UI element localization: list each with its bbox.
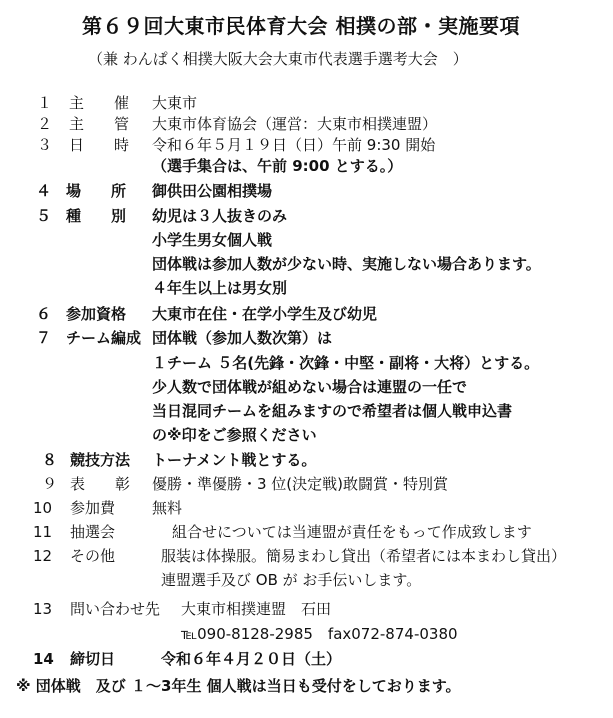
item-label-contact: 問い合わせ先	[70, 600, 161, 618]
item-value-venue: 御供田公園相撲場	[152, 182, 273, 200]
item-label-venue: 場 所	[66, 182, 127, 200]
item-number: 12	[33, 547, 53, 565]
item-value-other: 服装は体操服。簡易まわし貸出（希望者には本まわし貸出）	[161, 547, 567, 565]
item-value-assembly: （選手集合は、午前 9:00 とする。）	[152, 157, 403, 175]
item-number: １	[37, 94, 53, 112]
item-value-category: 団体戦は参加人数が少ない時、実施しない場合あります。	[152, 255, 541, 273]
item-label-eligibility: 参加資格	[66, 305, 127, 323]
item-value-organizer: 大東市	[152, 94, 198, 112]
item-value-contact-phone: ℡090-8128-2985 fax072-874-0380	[181, 625, 458, 643]
item-number: ５	[36, 207, 52, 225]
item-number: ９	[42, 475, 58, 493]
item-number: ２	[37, 115, 53, 133]
item-value-team: 少人数で団体戦が組めない場合は連盟の一任で	[152, 378, 468, 396]
item-number: 11	[33, 523, 53, 541]
item-label-deadline: 締切日	[70, 650, 116, 668]
item-value-format: トーナメント戦とする。	[152, 451, 317, 469]
item-number: ４	[36, 182, 52, 200]
item-value-category: 幼児は３人抜きのみ	[152, 207, 288, 225]
item-value-fee: 無料	[152, 499, 183, 517]
item-label-other: その他	[70, 547, 116, 565]
item-label-team: チーム編成	[66, 329, 142, 347]
item-value-deadline: 令和６年４月２０日（土）	[161, 650, 342, 668]
item-number: 10	[33, 499, 53, 517]
item-label-category: 種 別	[66, 207, 127, 225]
item-value-team: 団体戦（参加人数次第）は	[152, 329, 333, 347]
item-number: 14	[33, 650, 54, 668]
item-value-team: １チーム ５名(先鋒・次鋒・中堅・副将・大将）とする。	[152, 354, 540, 372]
item-label-awards: 表 彰	[70, 475, 131, 493]
item-label-datetime: 日 時	[69, 136, 130, 154]
document-title: 第６９回大東市民体育大会 相撲の部・実施要項	[82, 14, 520, 38]
item-label-lottery: 抽選会	[70, 523, 116, 541]
document-subtitle: （兼 わんぱく相撲大阪大会大東市代表選手選考大会 ）	[88, 50, 468, 68]
item-label-organizer: 主 催	[69, 94, 130, 112]
footnote: ※ 団体戦 及び １～3年生 個人戦は当日も受付をしております。	[16, 677, 461, 695]
item-label-format: 競技方法	[70, 451, 131, 469]
item-label-fee: 参加費	[70, 499, 116, 517]
item-number: ６	[36, 305, 52, 323]
item-value-team: の※印をご参照ください	[152, 426, 317, 444]
item-value-manager: 大東市体育協会（運営：大東市相撲連盟）	[152, 115, 438, 133]
item-number: ３	[37, 136, 53, 154]
item-number: ７	[36, 329, 52, 347]
item-value-eligibility: 大東市在住・在学小学生及び幼児	[152, 305, 378, 323]
item-value-lottery: 組合せについては当連盟が責任をもって作成致します	[172, 523, 532, 541]
item-value-awards: 優勝・準優勝・3 位(決定戦)敢闘賞・特別賞	[152, 475, 449, 493]
item-label-manager: 主 管	[69, 115, 130, 133]
item-value-contact: 大東市相撲連盟 石田	[181, 600, 332, 618]
item-value-other: 連盟選手及び OB が お手伝いします。	[161, 571, 422, 589]
item-number: 13	[33, 600, 53, 618]
item-number: ８	[42, 451, 58, 469]
item-value-datetime: 令和６年５月１９日（日）午前 9:30 開始	[152, 136, 436, 154]
item-value-category: 小学生男女個人戦	[152, 231, 273, 249]
item-value-category: ４年生以上は男女別	[152, 279, 288, 297]
item-value-team: 当日混同チームを組みますので希望者は個人戦申込書	[152, 402, 513, 420]
